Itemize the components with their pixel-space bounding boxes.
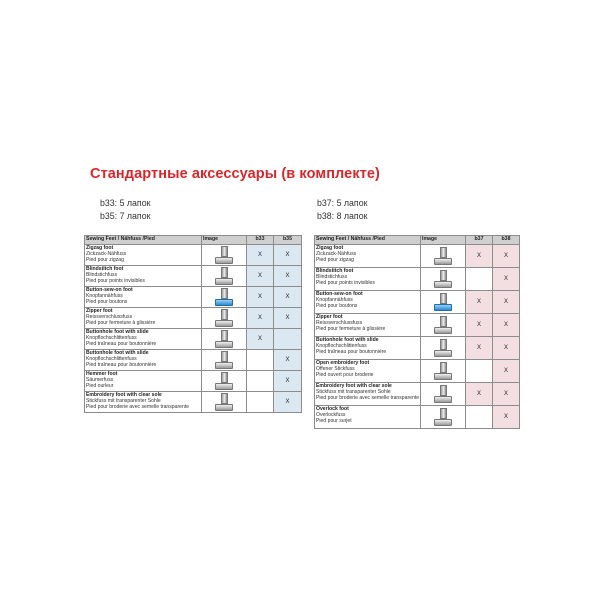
header-b37: b37 xyxy=(466,236,493,245)
header-image: Image xyxy=(421,236,466,245)
availability-mark xyxy=(466,268,493,291)
foot-description xyxy=(85,392,202,413)
presser-foot-icon xyxy=(215,351,233,369)
availability-mark: X xyxy=(247,287,274,308)
foot-name: Zigzag foot xyxy=(86,245,114,251)
foot-name: Zipper foot xyxy=(316,314,343,320)
availability-mark: X xyxy=(247,329,274,350)
foot-image-cell xyxy=(421,314,466,337)
availability-mark: X xyxy=(466,383,493,406)
foot-image-cell xyxy=(202,308,247,329)
presser-foot-icon xyxy=(434,339,452,357)
availability-mark xyxy=(274,329,302,350)
count-b38: b38: 8 лапок xyxy=(317,211,368,221)
table-row xyxy=(85,287,302,308)
table-row xyxy=(315,360,520,383)
foot-translation: Zickzack-Nähfuss xyxy=(86,251,127,257)
foot-image-cell xyxy=(421,245,466,268)
table-row xyxy=(315,337,520,360)
header-feet: Sewing Feet / Nähfuss /Pied xyxy=(315,236,421,245)
table-row xyxy=(85,371,302,392)
presser-foot-icon xyxy=(434,247,452,265)
foot-name: Buttonhole foot with slide xyxy=(86,350,149,356)
foot-description xyxy=(315,268,421,291)
foot-translation: Stickfuss mit transparenter Sohle xyxy=(316,389,391,395)
foot-translation: Knopflochschlittenfuss xyxy=(316,343,367,349)
foot-image-cell xyxy=(202,350,247,371)
foot-translation: Pied pour fermeture à glissière xyxy=(86,320,156,326)
presser-foot-icon xyxy=(215,330,233,348)
presser-foot-icon xyxy=(434,270,452,288)
foot-image-cell xyxy=(421,268,466,291)
foot-translation: Offener Stickfuss xyxy=(316,366,355,372)
availability-mark: X xyxy=(493,314,520,337)
count-b35: b35: 7 лапок xyxy=(100,211,151,221)
foot-image-cell xyxy=(202,371,247,392)
foot-translation: Pied pour boutons xyxy=(316,303,358,309)
foot-translation: Säumerfuss xyxy=(86,377,114,383)
presser-foot-icon xyxy=(434,316,452,334)
foot-name: Buttonhole foot with slide xyxy=(86,329,149,335)
availability-mark: X xyxy=(466,337,493,360)
foot-description xyxy=(315,337,421,360)
foot-description xyxy=(315,314,421,337)
foot-description xyxy=(85,245,202,266)
foot-translation: Pied pour zigzag xyxy=(86,257,124,263)
presser-foot-icon xyxy=(215,309,233,327)
foot-translation: Knopflochschlittenfuss xyxy=(86,335,137,341)
presser-foot-icon xyxy=(434,408,452,426)
availability-mark xyxy=(247,371,274,392)
availability-mark: X xyxy=(466,291,493,314)
foot-translation: Blindstichfuss xyxy=(86,272,118,278)
header-b33: b33 xyxy=(247,236,274,245)
foot-image-cell xyxy=(202,245,247,266)
table-row xyxy=(85,308,302,329)
presser-foot-icon xyxy=(215,393,233,411)
foot-image-cell xyxy=(421,406,466,429)
foot-translation: Reissverschlussfuss xyxy=(86,314,133,320)
availability-mark: X xyxy=(493,383,520,406)
foot-name: Hemmer foot xyxy=(86,371,118,377)
availability-mark: X xyxy=(274,308,302,329)
foot-name: Open embroidery foot xyxy=(316,360,370,366)
foot-description xyxy=(85,329,202,350)
count-b33: b33: 5 лапок xyxy=(100,198,151,208)
availability-mark: X xyxy=(493,406,520,429)
presser-foot-icon xyxy=(215,372,233,390)
table-header-row xyxy=(315,236,520,245)
foot-translation: Knopfannähfuss xyxy=(316,297,353,303)
header-b38: b38 xyxy=(493,236,520,245)
button-foot-icon xyxy=(434,293,452,311)
table-row xyxy=(315,245,520,268)
availability-mark xyxy=(466,360,493,383)
table-row xyxy=(85,392,302,413)
foot-description xyxy=(85,266,202,287)
header-feet: Sewing Feet / Nähfuss /Pied xyxy=(85,236,202,245)
foot-description xyxy=(85,308,202,329)
foot-description xyxy=(85,287,202,308)
foot-translation: Stickfuss mit transparenter Sohle xyxy=(86,398,161,404)
availability-mark: X xyxy=(274,350,302,371)
foot-translation: Pied pour fermeture à glissière xyxy=(316,326,386,332)
foot-translation: Zickzack-Nähfuss xyxy=(316,251,357,257)
foot-translation: Pied traîneau pour boutonnière xyxy=(316,349,387,355)
availability-mark: X xyxy=(274,266,302,287)
availability-mark: X xyxy=(247,308,274,329)
foot-description xyxy=(315,360,421,383)
availability-mark: X xyxy=(493,360,520,383)
availability-mark xyxy=(247,392,274,413)
foot-image-cell xyxy=(421,291,466,314)
availability-mark: X xyxy=(466,245,493,268)
table-row xyxy=(315,406,520,429)
foot-image-cell xyxy=(202,329,247,350)
availability-mark: X xyxy=(274,245,302,266)
foot-description xyxy=(315,383,421,406)
presser-foot-icon xyxy=(215,267,233,285)
foot-description xyxy=(85,350,202,371)
foot-translation: Pied pour boutons xyxy=(86,299,128,305)
table-row xyxy=(85,245,302,266)
availability-mark: X xyxy=(493,245,520,268)
table-row xyxy=(85,329,302,350)
foot-translation: Knopfannähfuss xyxy=(86,293,123,299)
foot-name: Blindstitch foot xyxy=(86,266,124,272)
foot-image-cell xyxy=(421,383,466,406)
foot-translation: Blindstichfuss xyxy=(316,274,348,280)
table-row xyxy=(85,266,302,287)
foot-name: Blindstitch foot xyxy=(316,268,354,274)
foot-name: Buttonhole foot with slide xyxy=(316,337,379,343)
foot-description xyxy=(315,291,421,314)
availability-mark xyxy=(466,406,493,429)
foot-name: Button-sew-on foot xyxy=(86,287,133,293)
table-row xyxy=(315,291,520,314)
foot-description xyxy=(315,245,421,268)
feet-table-b33-b35 xyxy=(84,235,302,413)
foot-image-cell xyxy=(421,360,466,383)
availability-mark: X xyxy=(247,266,274,287)
foot-translation: Pied pour zigzag xyxy=(316,257,354,263)
header-b35: b35 xyxy=(274,236,302,245)
availability-mark: X xyxy=(493,291,520,314)
table-row xyxy=(315,383,520,406)
table-row xyxy=(85,350,302,371)
button-foot-icon xyxy=(215,288,233,306)
foot-translation: Pied pour broderie avec semelle transparente xyxy=(86,404,190,410)
feet-table-b37-b38 xyxy=(314,235,520,429)
availability-mark xyxy=(247,350,274,371)
page-title: Стандартные аксессуары (в комплекте) xyxy=(90,166,380,182)
foot-image-cell xyxy=(202,287,247,308)
foot-name: Overlock foot xyxy=(316,406,349,412)
foot-translation: Reissverschlussfuss xyxy=(316,320,363,326)
foot-translation: Pied pour surjet xyxy=(316,418,352,424)
foot-name: Embroidery foot with clear sole xyxy=(86,392,162,398)
table-header-row xyxy=(85,236,302,245)
foot-image-cell xyxy=(421,337,466,360)
availability-mark: X xyxy=(493,337,520,360)
foot-translation: Pied traîneau pour boutonnière xyxy=(86,341,157,347)
foot-description xyxy=(315,406,421,429)
foot-image-cell xyxy=(202,266,247,287)
presser-foot-icon xyxy=(215,246,233,264)
foot-name: Embroidery foot with clear sole xyxy=(316,383,392,389)
availability-mark: X xyxy=(274,287,302,308)
foot-description xyxy=(85,371,202,392)
foot-translation: Pied pour points invisibles xyxy=(86,278,145,284)
availability-mark: X xyxy=(493,268,520,291)
header-image: Image xyxy=(202,236,247,245)
presser-foot-icon xyxy=(434,385,452,403)
foot-name: Zipper foot xyxy=(86,308,113,314)
foot-name: Zigzag foot xyxy=(316,245,344,251)
foot-translation: Pied pour broderie avec semelle transparente xyxy=(316,395,420,401)
foot-translation: Pied pour points invisibles xyxy=(316,280,375,286)
availability-mark: X xyxy=(274,392,302,413)
foot-translation: Knopflochschlittenfuss xyxy=(86,356,137,362)
table-row xyxy=(315,314,520,337)
foot-translation: Pied ourleur xyxy=(86,383,114,389)
foot-translation: Pied traîneau pour boutonnière xyxy=(86,362,157,368)
availability-mark: X xyxy=(247,245,274,266)
model-counts-left xyxy=(100,197,150,223)
presser-foot-icon xyxy=(434,362,452,380)
foot-name: Button-sew-on foot xyxy=(316,291,363,297)
foot-translation: Overlockfuss xyxy=(316,412,346,418)
table-row xyxy=(315,268,520,291)
count-b37: b37: 5 лапок xyxy=(317,198,368,208)
foot-translation: Pied ouvert pour broderie xyxy=(316,372,374,378)
availability-mark: X xyxy=(466,314,493,337)
foot-image-cell xyxy=(202,392,247,413)
availability-mark: X xyxy=(274,371,302,392)
model-counts-right xyxy=(317,197,367,223)
